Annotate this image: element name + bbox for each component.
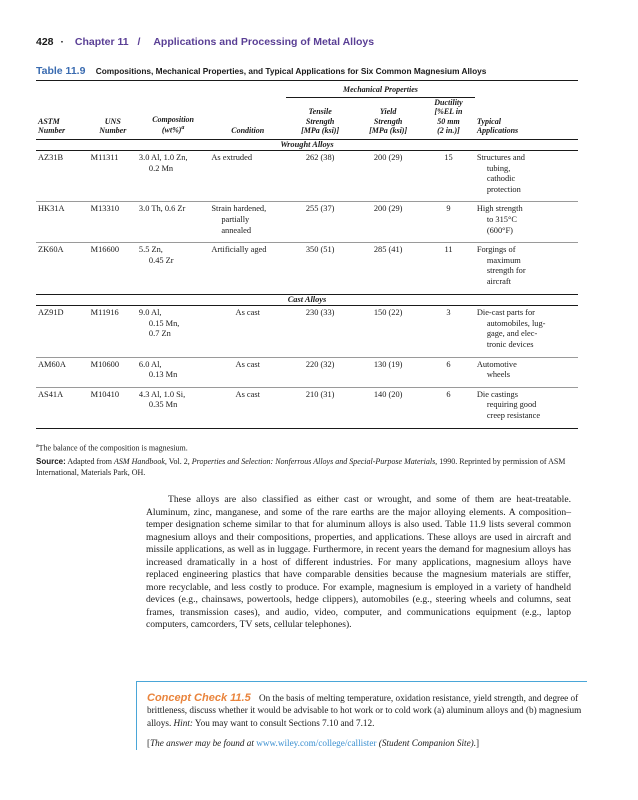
mechanical-properties-header: Mechanical Properties	[286, 82, 475, 97]
table-row: AZ31B M11311 3.0 Al, 1.0 Zn, 0.2 Mn As extruded 262 (38) 200 (29) 15 Structures and tubing, cathodic protection	[36, 151, 578, 202]
table-row: AM60A M10600 6.0 Al, 0.13 Mn As cast 220 (32) 130 (19) 6 Automotive wheels	[36, 357, 578, 387]
page-number: 428	[36, 36, 54, 48]
footnote-balance: $^a$The balance of the composition is magnesium.	[36, 443, 188, 453]
section-cast-alloys: Cast Alloys	[36, 294, 578, 306]
table-caption-text: Compositions, Mechanical Properties, and Typical Applications for Six Common Magnesium Alloys	[95, 66, 487, 76]
table-row: HK31A M13310 3.0 Th, 0.6 Zr Strain hardened, partially annealed 255 (37) 200 (29) 9 High strength to 315°C (600°F)	[36, 202, 578, 243]
col-ductility-header: Ductility [%EL in 50 mm (2 in.)]	[434, 97, 463, 135]
concept-check-label: Concept Check 11.5	[147, 692, 251, 704]
table-row: AZ91D M11916 9.0 Al, 0.15 Mn, 0.7 Zn As cast 230 (33) 150 (22) 3 Die-cast parts for automobiles, lug- gage, and elec- tronic devices	[36, 306, 578, 357]
col-yield-header: Yield Strength [MPa (ksi)]	[369, 107, 408, 135]
hint-label: Hint:	[173, 717, 193, 728]
concept-check-question: Concept Check 11.5 On the basis of melting temperature, oxidation resistance, yield strength, and degree of brittleness, discuss whether it would be advisable to hot work or to cold work (a) aluminum alloys and (b) magnesium alloys. Hint: You may want to consult Sections 7.10 and 7.12.	[147, 692, 582, 728]
header-separator: /	[137, 36, 141, 48]
table-caption	[36, 65, 606, 77]
table-row: AS41A M10410 4.3 Al, 1.0 Si, 0.35 Mn As cast 210 (31) 140 (20) 6 Die castings requiring good creep resistance	[36, 387, 578, 428]
col-composition-header: Composition $(wt\%)^a$	[152, 114, 195, 135]
answer-link[interactable]: www.wiley.com/college/callister	[256, 738, 377, 749]
col-tensile-header: Tensile Strength [MPa (ksi)]	[301, 107, 340, 135]
section-wrought-alloys: Wrought Alloys	[36, 139, 578, 151]
body-paragraph: These alloys are also classified as either cast or wrought, and some of them are heat-treatable. Aluminum, zinc, manganese, and some of the rare earths are the major alloying elements. A composition–temper designation scheme similar to that for aluminum alloys is also used. Table 11.9 lists several common magnesium alloys and their compositions, properties, and applications. These alloys are used in aircraft and missile applications, as well as in luggage. Furthermore, in recent years the demand for magnesium alloys has increased dramatically in a host of different industries. For many applications, magnesium alloys have replaced engineering plastics that have comparable densities because the magnesium materials are stiffer, more recyclable, and less costly to produce. For example, magnesium is employed in a variety of handheld devices (e.g., chainsaws, powertools, hedge clippers), automobiles (e.g., steering wheels and columns, seat frames, transmission cases), and audio, video, computer, and communications equipment (e.g., laptop computers, camcorders, TV sets, cellular telephones).	[146, 494, 571, 630]
col-condition-header: Condition	[231, 126, 265, 135]
col-applications-header: Typical Applications	[476, 116, 519, 135]
magnesium-alloys-table	[36, 82, 578, 429]
col-uns-header: UNS Number	[99, 116, 127, 135]
table-row: ZK60A M16600 5.5 Zn, 0.45 Zr Artificially aged 350 (51) 285 (41) 11 Forgings of maximum strength for aircraft	[36, 243, 578, 294]
running-header	[36, 36, 606, 48]
col-astm-header: ASTM Number	[38, 116, 66, 135]
table-source: Source: Adapted from ASM Handbook, Vol. 2, Properties and Selection: Nonferrous Alloys and Special-Purpose Materials, 1990. Reprinted by permission of ASM International, Materials Park, OH.	[36, 456, 566, 477]
table-number: Table 11.9	[36, 65, 86, 77]
concept-check-answer: [The answer may be found at www.wiley.com/college/callister (Student Companion Site).]	[147, 738, 480, 749]
concept-check-box	[136, 681, 587, 750]
chapter-label: Chapter 11	[74, 36, 129, 48]
caption-rule	[36, 80, 578, 81]
table-footnote	[36, 441, 584, 478]
header-bullet: ·	[60, 36, 64, 48]
chapter-title: Applications and Processing of Metal Alloys	[153, 36, 375, 48]
